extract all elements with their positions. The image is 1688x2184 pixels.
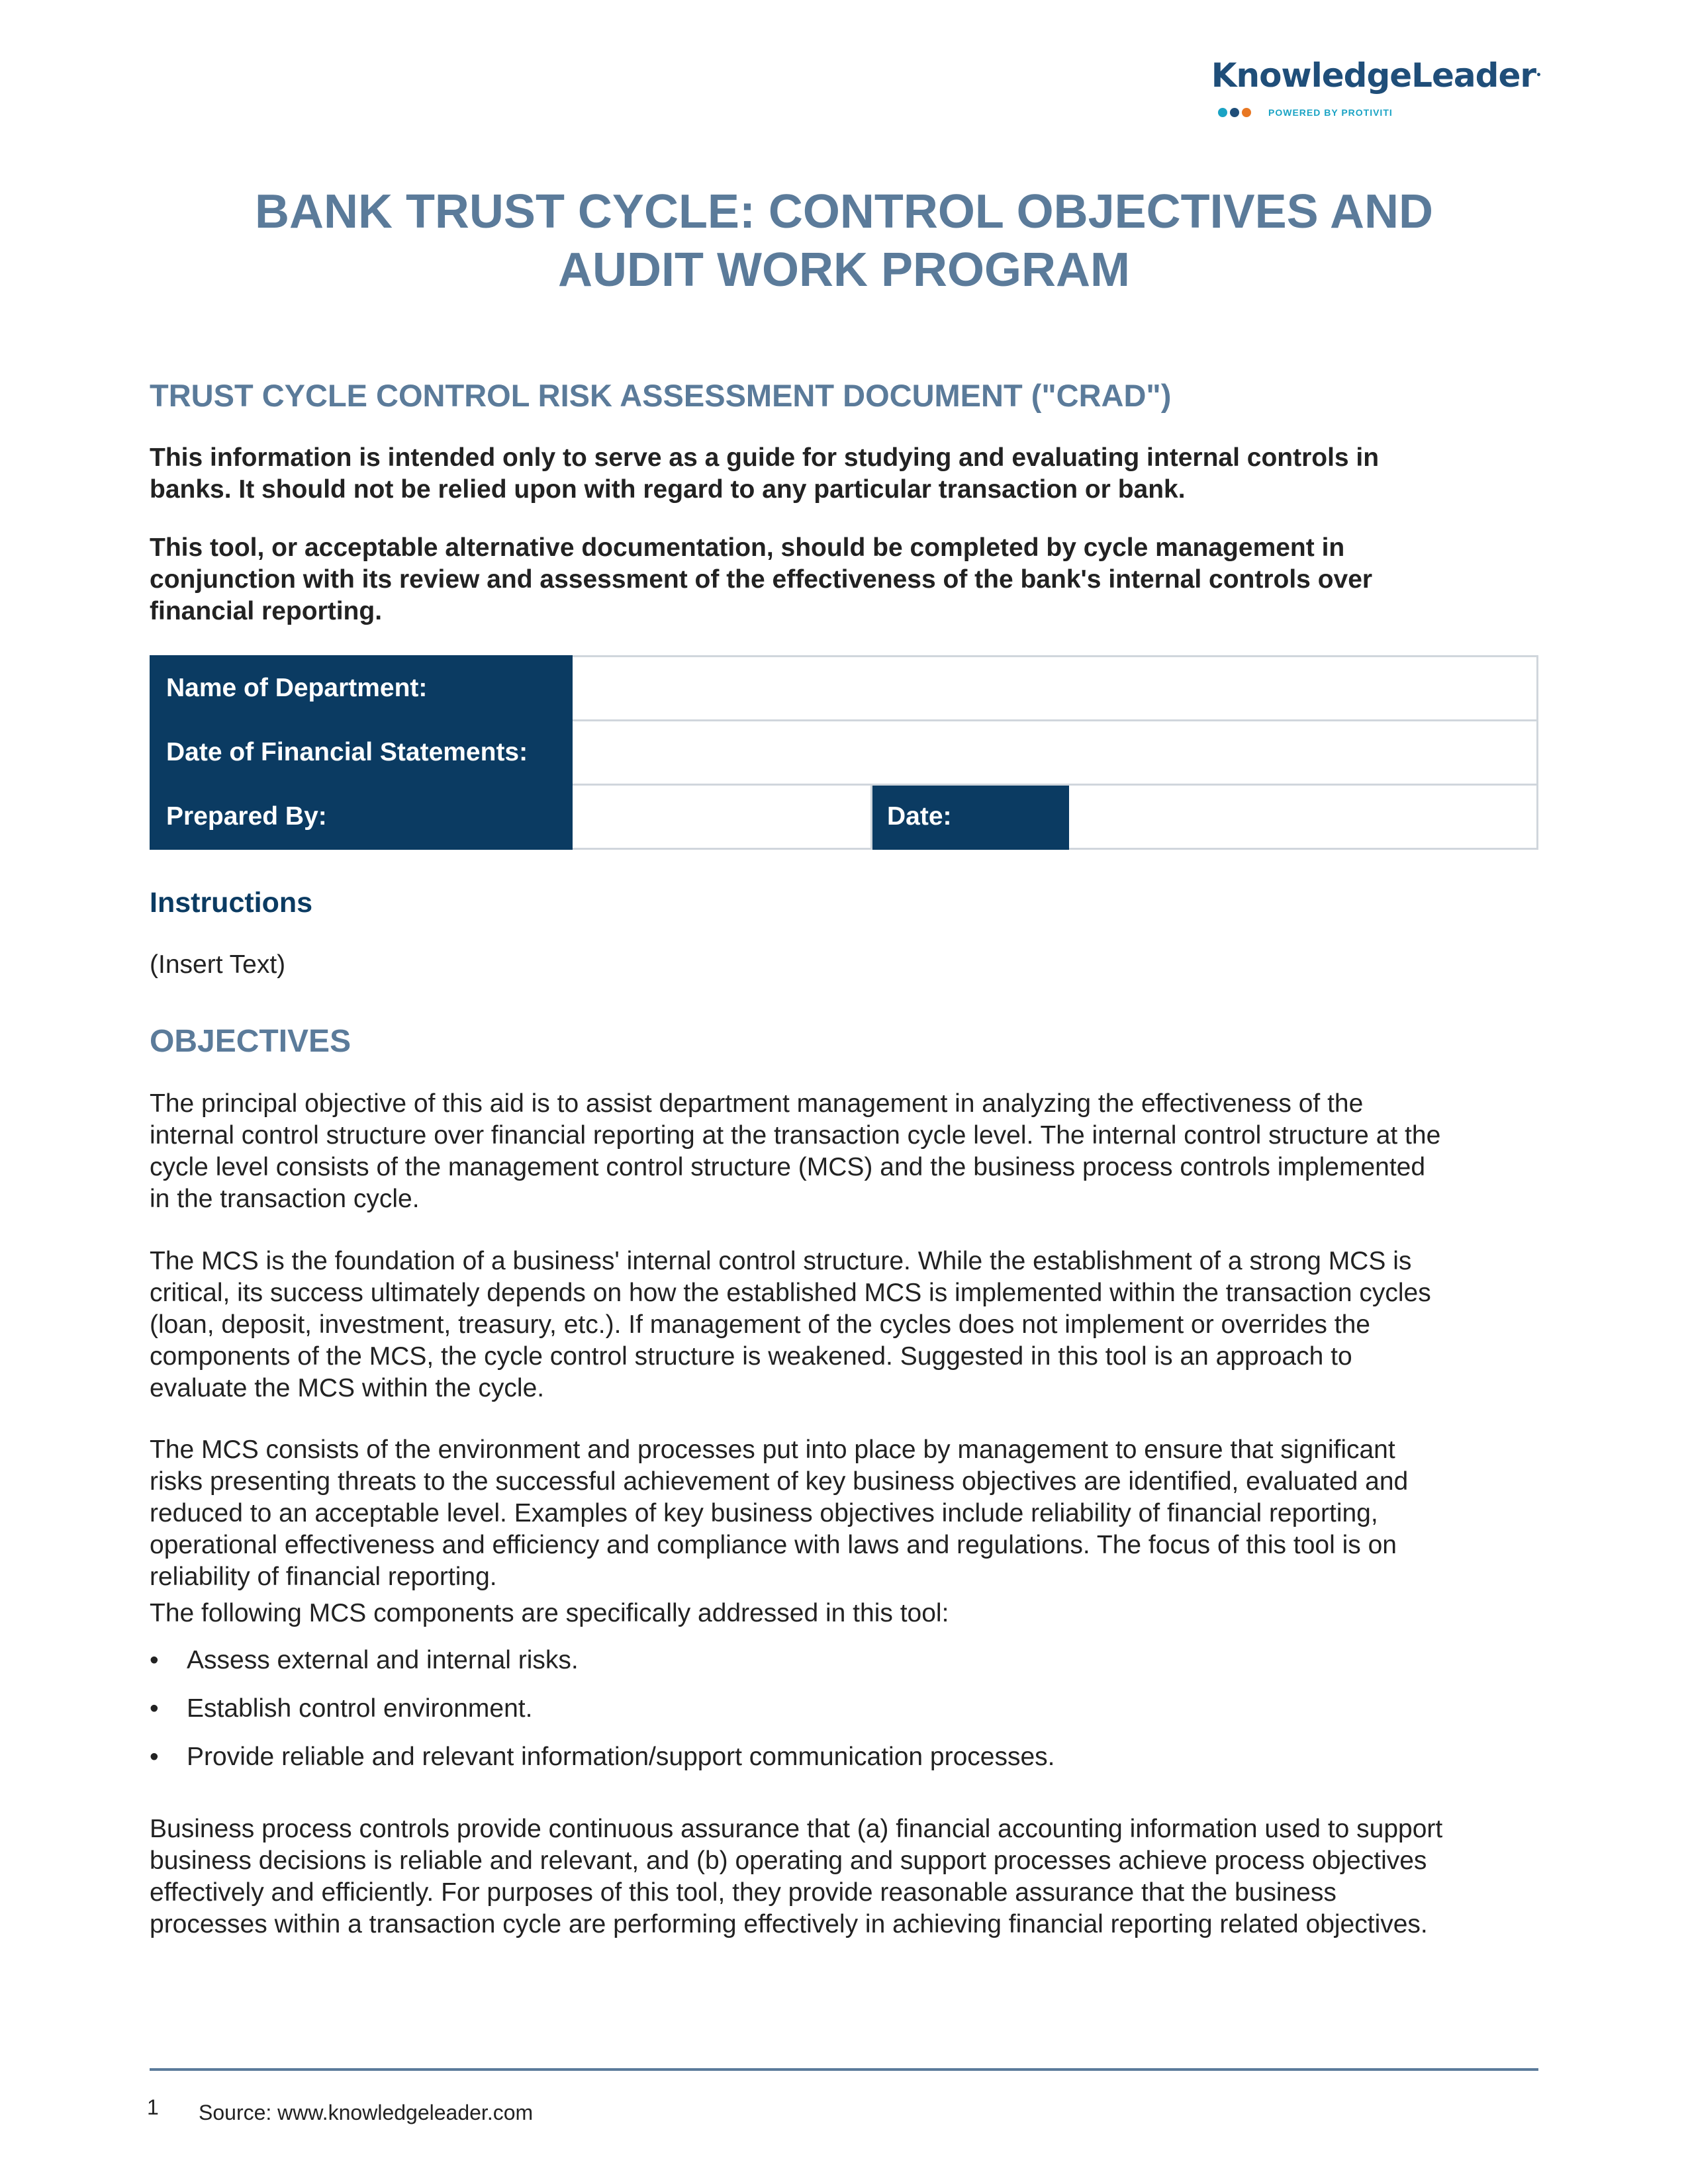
logo-tagline: POWERED BY PROTIVITI — [1268, 107, 1393, 118]
text-line: critical, its success ultimately depends on how the established MCS is implemented within the transaction cycles — [150, 1279, 1431, 1307]
list-item — [150, 1743, 1055, 1791]
text-line: Business process controls provide continuous assurance that (a) financial accounting information used to support — [150, 1815, 1443, 1843]
text-line: operational effectiveness and efficiency and compliance with laws and regulations. The focus of this tool is on — [150, 1531, 1397, 1559]
text-line: components of the MCS, the cycle control structure is weakened. Suggested in this tool is an approach to — [150, 1342, 1352, 1371]
text-line: This tool, or acceptable alternative documentation, should be completed by cycle management in — [150, 533, 1345, 562]
text-line: cycle level consists of the management control structure (MCS) and the business process controls implemented — [150, 1153, 1426, 1181]
text-line: This information is intended only to serve as a guide for studying and evaluating internal controls in — [150, 443, 1380, 472]
text-line: The MCS is the foundation of a business' internal control structure. While the establishment of a strong MCS is — [150, 1247, 1412, 1275]
logo-tagline-row — [1210, 107, 1541, 118]
table-row — [151, 657, 1538, 721]
text-line: reliability of financial reporting. — [150, 1563, 497, 1591]
instructions-text: (Insert Text) — [150, 950, 286, 979]
bullet-icon: • — [150, 1646, 159, 1674]
logo-wordmark-text: KnowledgeLeader — [1211, 56, 1536, 95]
logo-dot-icon — [1242, 108, 1251, 117]
page-number: 1 — [147, 2095, 159, 2119]
fs-date-label: Date of Financial Statements: — [151, 721, 572, 785]
logo-dot-icon — [1218, 108, 1227, 117]
text-line: The MCS consists of the environment and processes put into place by management to ensure that significant — [150, 1435, 1395, 1464]
source-note: Source: www.knowledgeleader.com — [199, 2101, 534, 2124]
objectives-paragraph-4 — [150, 1598, 1546, 1629]
text-line: conjunction with its review and assessment of the effectiveness of the bank's internal controls over — [150, 565, 1373, 594]
mcs-components-list — [150, 1646, 1055, 1791]
document-title — [150, 183, 1538, 299]
text-line: risks presenting threats to the successful achievement of key business objectives are identified, evaluated and — [150, 1467, 1409, 1496]
logo-wordmark — [1210, 56, 1541, 95]
department-label: Name of Department: — [151, 657, 572, 721]
assessment-info-table — [150, 655, 1538, 850]
table-row — [151, 721, 1538, 785]
date-field[interactable] — [1068, 785, 1538, 849]
prepared-by-label: Prepared By: — [151, 785, 572, 849]
text-line: banks. It should not be relied upon with regard to any particular transaction or bank. — [150, 475, 1186, 504]
date-label: Date: — [872, 785, 1068, 849]
bullet-icon: • — [150, 1694, 159, 1723]
text-line: The principal objective of this aid is to assist department management in analyzing the effectiveness of the — [150, 1089, 1364, 1118]
text-line: business decisions is reliable and relevant, and (b) operating and support processes achieve process objectives — [150, 1846, 1427, 1875]
objectives-paragraph-2 — [150, 1246, 1546, 1404]
text-line: reduced to an acceptable level. Examples of key business objectives include reliability of financial reporting, — [150, 1499, 1378, 1527]
objectives-paragraph-3 — [150, 1434, 1546, 1593]
intro-paragraph-2 — [150, 532, 1546, 627]
list-item-text: Establish control environment. — [187, 1694, 533, 1723]
section-subtitle: TRUST CYCLE CONTROL RISK ASSESSMENT DOCUMENT ("CRAD") — [150, 378, 1172, 413]
logo-dot-icon — [1230, 108, 1239, 117]
text-line: (loan, deposit, investment, treasury, etc.). If management of the cycles does not implement or overrides the — [150, 1310, 1370, 1339]
text-line: internal control structure over financial reporting at the transaction cycle level. The internal control structure at the — [150, 1121, 1441, 1150]
objectives-paragraph-1 — [150, 1088, 1546, 1215]
fs-date-field[interactable] — [572, 721, 1538, 785]
objectives-paragraph-5 — [150, 1813, 1546, 1940]
text-line: effectively and efficiently. For purposes of this tool, they provide reasonable assurance that the business — [150, 1878, 1336, 1907]
list-item — [150, 1646, 1055, 1694]
department-field[interactable] — [572, 657, 1538, 721]
text-line: in the transaction cycle. — [150, 1185, 420, 1213]
text-line: The following MCS components are specifically addressed in this tool: — [150, 1599, 949, 1627]
document-title-line: AUDIT WORK PROGRAM — [558, 244, 1130, 296]
list-item — [150, 1694, 1055, 1743]
intro-paragraph-1 — [150, 442, 1546, 506]
logo-trademark: • — [1536, 70, 1541, 81]
text-line: evaluate the MCS within the cycle. — [150, 1374, 545, 1402]
list-item-text: Assess external and internal risks. — [187, 1646, 579, 1674]
document-title-line: BANK TRUST CYCLE: CONTROL OBJECTIVES AND — [254, 185, 1434, 238]
list-item-text: Provide reliable and relevant information/support communication processes. — [187, 1743, 1055, 1771]
knowledgeleader-logo — [1210, 56, 1541, 118]
footer-divider — [150, 2068, 1538, 2071]
objectives-heading: OBJECTIVES — [150, 1024, 352, 1059]
text-line: financial reporting. — [150, 597, 383, 625]
table-row — [151, 785, 1538, 849]
bullet-icon: • — [150, 1743, 159, 1771]
instructions-heading: Instructions — [150, 887, 313, 919]
text-line: processes within a transaction cycle are performing effectively in achieving financial reporting related objectives. — [150, 1910, 1428, 1938]
prepared-by-field[interactable] — [572, 785, 872, 849]
